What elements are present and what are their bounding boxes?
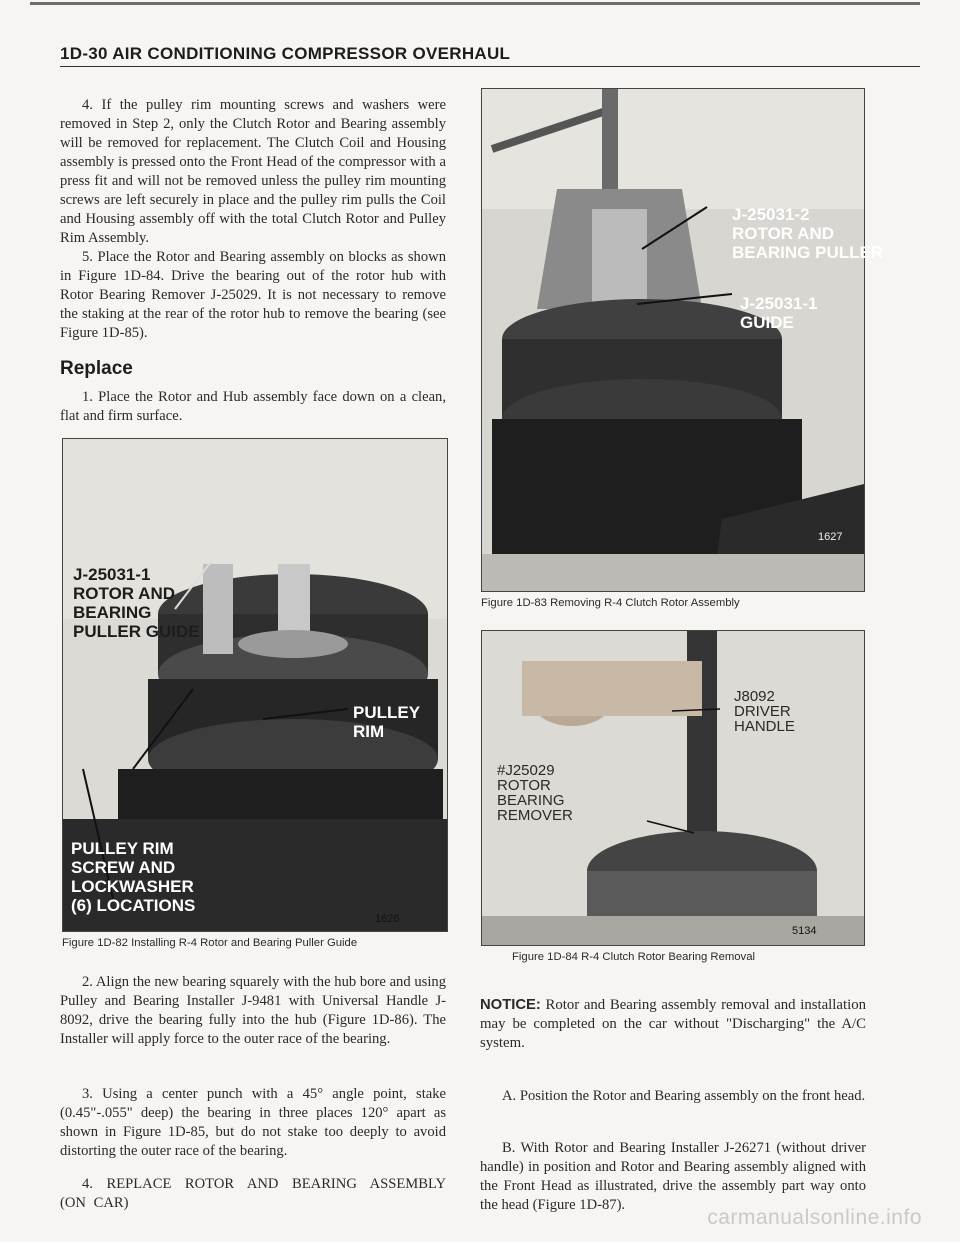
label-guide: J-25031-1 GUIDE	[740, 294, 818, 332]
clutch-rotor-removal-image	[482, 89, 864, 591]
notice-label: NOTICE:	[480, 997, 541, 1013]
caption-figure-1d-82: Figure 1D-82 Installing R-4 Rotor and Bearing Puller Guide	[62, 937, 358, 949]
header-rule	[60, 66, 920, 67]
label-pulley-rim: PULLEY RIM	[353, 703, 420, 741]
caption-figure-1d-83: Figure 1D-83 Removing R-4 Clutch Rotor Assembly	[481, 597, 740, 609]
figure-number-5134: 5134	[792, 925, 817, 937]
paragraph-step-5: 5. Place the Rotor and Bearing assembly on blocks as shown in Figure 1D-84. Drive the bearing out of the rotor hub with Rotor Bearing Remover J-25029. It is not necessary to remove the staking at the rear of the rotor hub to remove the bearing (see Figure 1D-85).	[60, 249, 446, 341]
figure-1d-84-photo	[481, 630, 865, 946]
figure-number-1626: 1626	[375, 913, 400, 925]
paragraph-replace-3: 3. Using a center punch with a 45° angle point, stake (0.45"-.055" deep) the bearing in three places 120° apart as shown in Figure 1D-85, but do not stake too deeply to avoid distorting the outer race of the bearing.	[60, 1086, 446, 1159]
paragraph-step-a: A. Position the Rotor and Bearing assembly on the front head.	[502, 1088, 866, 1104]
paragraph-step-4: 4. If the pulley rim mounting screws and washers were removed in Step 2, only the Clutch Rotor and Bearing assembly will be removed for replacement. The Clutch Coil and Housing assembly is pressed onto the Front Head of the compressor with a press fit and will not be removed unless the pulley rim mounting screws are left securely in place and the pulley rim pulls the Coil and Housing assembly off with the total Clutch Rotor and Pulley Rim Assembly.	[60, 97, 446, 246]
top-rule	[30, 2, 920, 5]
section-heading-replace: Replace	[60, 358, 133, 379]
figure-1d-83-photo	[481, 88, 884, 592]
paragraph-replace-4: 4. REPLACE ROTOR AND BEARING ASSEMBLY (ON CAR)	[60, 1176, 446, 1211]
page-header: 1D-30 AIR CONDITIONING COMPRESSOR OVERHAUL	[60, 44, 511, 63]
paragraph-step-b: B. With Rotor and Bearing Installer J-26271 (without driver handle) in position and Rotor and Bearing assembly aligned with the Front Head as illustrated, drive the assembly part way onto the head (Figure 1D-87).	[480, 1140, 866, 1213]
paragraph-replace-1: 1. Place the Rotor and Hub assembly face down on a clean, flat and firm surface.	[60, 389, 446, 424]
figure-number-1627: 1627	[818, 531, 843, 543]
label-bearing-remover: #J25029 ROTOR BEARING REMOVER	[497, 762, 573, 824]
notice-paragraph	[480, 996, 866, 1053]
paragraph-replace-2: 2. Align the new bearing squarely with the hub bore and using Pulley and Bearing Installer J-9481 with Universal Handle J-8092, drive the bearing fully into the hub (Figure 1D-86). The Installer will apply force to the outer race of the bearing.	[60, 974, 446, 1047]
label-screw-lockwasher: PULLEY RIM SCREW AND LOCKWASHER (6) LOCATIONS	[71, 839, 196, 915]
watermark-footer: carmanualsonline.info	[707, 1206, 922, 1229]
caption-figure-1d-84: Figure 1D-84 R-4 Clutch Rotor Bearing Removal	[512, 951, 755, 963]
label-rotor-bearing-puller: J-25031-2 ROTOR AND BEARING PULLER	[732, 205, 884, 262]
figure-1d-82-photo	[62, 438, 448, 932]
notice-text: Rotor and Bearing assembly removal and installation may be completed on the car without "Discharging" the A/C system.	[480, 997, 866, 1051]
label-driver-handle: J8092 DRIVER HANDLE	[734, 688, 795, 735]
label-puller-guide: J-25031-1 ROTOR AND BEARING PULLER GUIDE	[73, 565, 200, 641]
